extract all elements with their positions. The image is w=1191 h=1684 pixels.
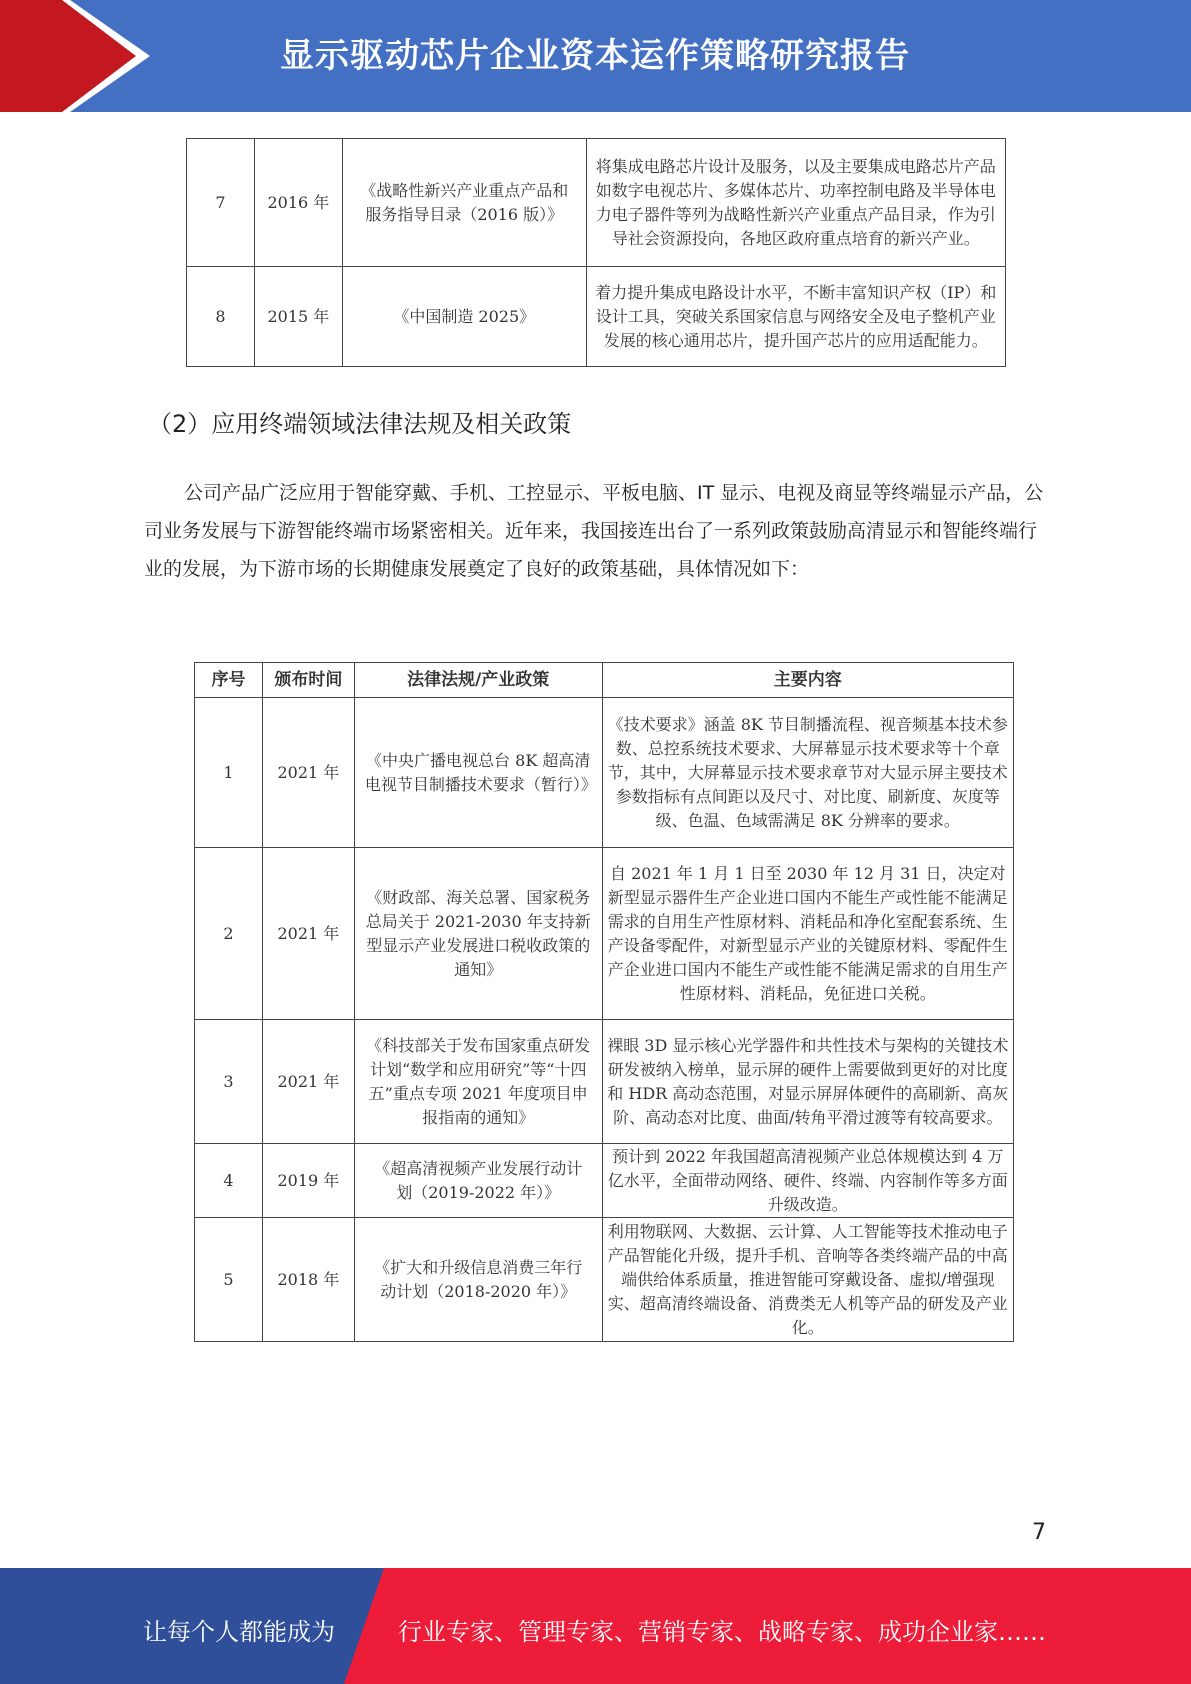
row-number: 8 xyxy=(187,267,255,367)
header-chevron-decoration xyxy=(0,0,160,112)
table-row xyxy=(195,1218,1014,1342)
page-number: 7 xyxy=(1032,1520,1046,1545)
footer-slogan-left: 让每个人都能成为 xyxy=(143,1618,335,1646)
table-row xyxy=(195,1144,1014,1218)
table-row xyxy=(195,1020,1014,1144)
row-policy: 《财政部、海关总署、国家税务总局关于 2021-2030 年支持新型显示产业发展进口税收政策的通知》 xyxy=(354,848,602,1020)
row-number: 7 xyxy=(187,139,255,267)
table-row xyxy=(195,698,1014,848)
table-header-row xyxy=(195,663,1014,698)
row-policy: 《战略性新兴产业重点产品和服务指导目录（2016 版）》 xyxy=(342,139,586,267)
table-row xyxy=(195,848,1014,1020)
row-content: 利用物联网、大数据、云计算、人工智能等技术推动电子产品智能化升级，提升手机、音响等各类终端产品的中高端供给体系质量，推进智能可穿戴设备、虚拟/增强现实、超高清终端设备、消费类无人机等产品的研发及产业化。 xyxy=(602,1218,1013,1342)
page-header xyxy=(0,0,1191,112)
header-content: 主要内容 xyxy=(602,663,1013,698)
header-year: 颁布时间 xyxy=(262,663,354,698)
row-year: 2021 年 xyxy=(262,698,354,848)
row-policy: 《超高清视频产业发展行动计划（2019-2022 年）》 xyxy=(354,1144,602,1218)
row-year: 2021 年 xyxy=(262,1020,354,1144)
row-policy: 《扩大和升级信息消费三年行动计划（2018-2020 年）》 xyxy=(354,1218,602,1342)
row-number: 5 xyxy=(195,1218,263,1342)
row-year: 2018 年 xyxy=(262,1218,354,1342)
row-content: 将集成电路芯片设计及服务，以及主要集成电路芯片产品如数字电视芯片、多媒体芯片、功率控制电路及半导体电力电子器件等列为战略性新兴产业重点产品目录，作为引导社会资源投向，各地区政府重点培育的新兴产业。 xyxy=(586,139,1005,267)
page-title: 显示驱动芯片企业资本运作策略研究报告 xyxy=(280,36,910,76)
row-content: 裸眼 3D 显示核心光学器件和共性技术与架构的关键技术研发被纳入榜单，显示屏的硬件上需要做到更好的对比度和 HDR 高动态范围，对显示屏屏体硬件的高刷新、高灰阶、高动态对比度、曲面/转角平滑过渡等有较高要求。 xyxy=(602,1020,1013,1144)
row-year: 2015 年 xyxy=(254,267,342,367)
table-row xyxy=(187,139,1006,267)
row-policy: 《科技部关于发布国家重点研发计划“数学和应用研究”等“十四五”重点专项 2021 年度项目申报指南的通知》 xyxy=(354,1020,602,1144)
row-policy: 《中央广播电视总台 8K 超高清电视节目制播技术要求（暂行）》 xyxy=(354,698,602,848)
section-heading: （2）应用终端领域法律法规及相关政策 xyxy=(148,410,572,438)
row-year: 2016 年 xyxy=(254,139,342,267)
row-year: 2021 年 xyxy=(262,848,354,1020)
row-number: 3 xyxy=(195,1020,263,1144)
footer-slogan-right: 行业专家、管理专家、营销专家、战略专家、成功企业家…… xyxy=(398,1618,1046,1646)
header-policy: 法律法规/产业政策 xyxy=(354,663,602,698)
row-content: 自 2021 年 1 月 1 日至 2030 年 12 月 31 日，决定对新型显示器件生产企业进口国内不能生产或性能不能满足需求的自用生产性原材料、消耗品和净化室配套系统、生产设备零配件，对新型显示产业的关键原材料、零配件生产企业进口国内不能生产或性能不能满足需求的自用生产性原材料、消耗品，免征进口关税。 xyxy=(602,848,1013,1020)
policy-table-continued xyxy=(186,138,1006,367)
row-content: 着力提升集成电路设计水平，不断丰富知识产权（IP）和设计工具，突破关系国家信息与网络安全及电子整机产业发展的核心通用芯片，提升国产芯片的应用适配能力。 xyxy=(586,267,1005,367)
header-number: 序号 xyxy=(195,663,263,698)
row-number: 2 xyxy=(195,848,263,1020)
row-year: 2019 年 xyxy=(262,1144,354,1218)
body-paragraph: 公司产品广泛应用于智能穿戴、手机、工控显示、平板电脑、IT 显示、电视及商显等终端显示产品，公司业务发展与下游智能终端市场紧密相关。近年来，我国接连出台了一系列政策鼓励高清显示和智能终端行业的发展，为下游市场的长期健康发展奠定了良好的政策基础，具体情况如下： xyxy=(144,482,1044,580)
table-row xyxy=(187,267,1006,367)
page-footer xyxy=(0,1568,1191,1684)
row-number: 4 xyxy=(195,1144,263,1218)
policy-table xyxy=(194,662,1014,1342)
row-number: 1 xyxy=(195,698,263,848)
row-content: 预计到 2022 年我国超高清视频产业总体规模达到 4 万亿水平，全面带动网络、硬件、终端、内容制作等多方面升级改造。 xyxy=(602,1144,1013,1218)
row-content: 《技术要求》涵盖 8K 节目制播流程、视音频基本技术参数、总控系统技术要求、大屏幕显示技术要求等十个章节，其中，大屏幕显示技术要求章节对大显示屏主要技术参数指标有点间距以及尺寸、对比度、刷新度、灰度等级、色温、色域需满足 8K 分辨率的要求。 xyxy=(602,698,1013,848)
row-policy: 《中国制造 2025》 xyxy=(342,267,586,367)
